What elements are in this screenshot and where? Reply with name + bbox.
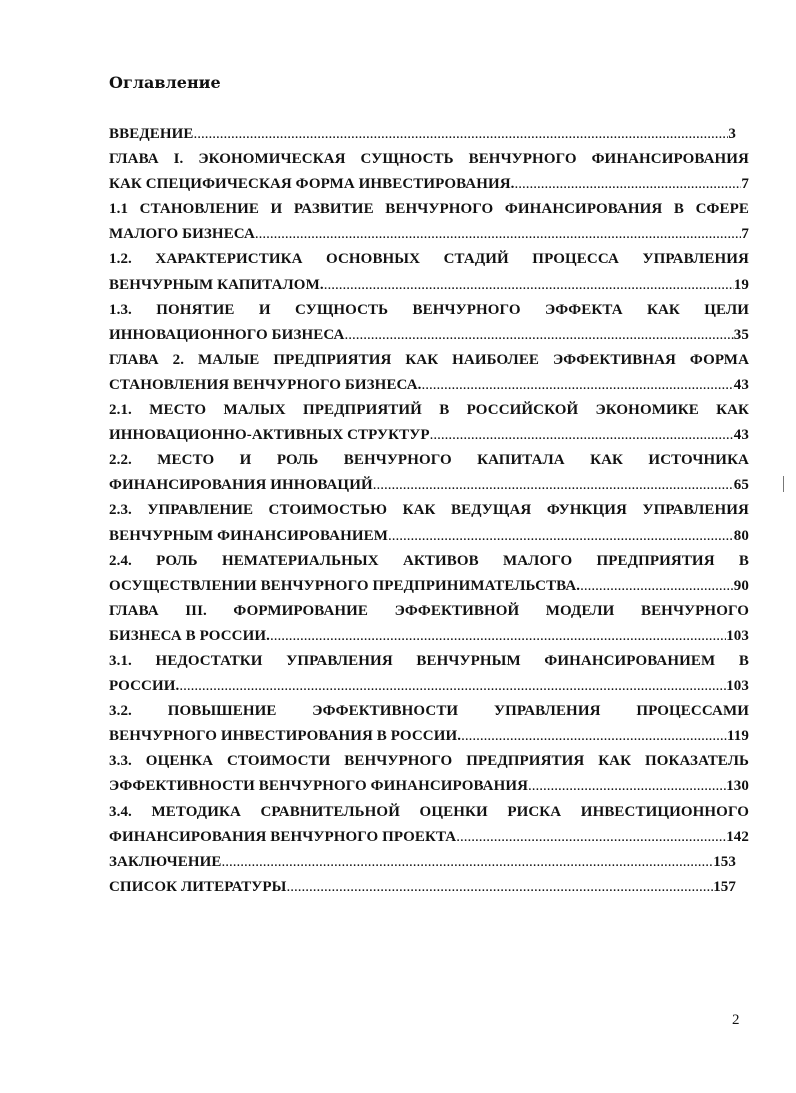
toc-entry-title-line: 1.3. ПОНЯТИЕ И СУЩНОСТЬ ВЕНЧУРНОГО ЭФФЕКТА КАК ЦЕЛИ	[109, 301, 749, 318]
toc-entry-3[interactable]	[109, 247, 749, 297]
toc-entry-title-line: СТАНОВЛЕНИЯ ВЕНЧУРНОГО БИЗНЕСА.	[109, 376, 422, 393]
toc-entry-final-line	[109, 373, 749, 398]
toc-entry-title-line: ВЕНЧУРНЫМ КАПИТАЛОМ.	[109, 276, 324, 293]
toc-entry-0[interactable]	[109, 122, 749, 147]
toc-entry-title-line: 3.2. ПОВЫШЕНИЕ ЭФФЕКТИВНОСТИ УПРАВЛЕНИЯ ПРОЦЕССАМИ	[109, 703, 749, 720]
toc-entry-final-line	[109, 574, 749, 599]
dot-leader	[456, 825, 726, 850]
dot-leader	[580, 574, 734, 599]
toc-entry-title-line: ИННОВАЦИОННО-АКТИВНЫХ СТРУКТУР	[109, 427, 430, 444]
dot-leader	[422, 373, 734, 398]
toc-entry-5[interactable]	[109, 348, 749, 398]
table-of-contents	[109, 122, 749, 900]
toc-entry-12[interactable]	[109, 699, 749, 749]
toc-entry-title-line: ФИНАНСИРОВАНИЯ ИННОВАЦИЙ	[109, 477, 373, 494]
toc-entry-final-line	[109, 473, 749, 498]
toc-entry-title-line: 1.1 СТАНОВЛЕНИЕ И РАЗВИТИЕ ВЕНЧУРНОГО ФИНАНСИРОВАНИЯ В СФЕРЕ	[109, 201, 749, 218]
toc-entry-title-line: КАК СПЕЦИФИЧЕСКАЯ ФОРМА ИНВЕСТИРОВАНИЯ.	[109, 176, 515, 193]
toc-entry-title-line: 2.3. УПРАВЛЕНИЕ СТОИМОСТЬЮ КАК ВЕДУЩАЯ ФУНКЦИЯ УПРАВЛЕНИЯ	[109, 502, 749, 519]
toc-entry-page: 157	[713, 878, 736, 895]
toc-entry-final-line	[109, 122, 749, 147]
dot-leader	[388, 524, 734, 549]
toc-entry-page: 103	[726, 678, 749, 695]
toc-entry-page: 19	[733, 276, 749, 293]
dot-leader	[270, 624, 726, 649]
toc-entry-final-line	[109, 875, 749, 900]
toc-entry-page: 7	[741, 176, 749, 193]
toc-entry-page: 43	[733, 427, 749, 444]
toc-entry-title-line: ВВЕДЕНИЕ	[109, 126, 194, 142]
dot-leader	[287, 875, 714, 900]
toc-entry-title-line: ГЛАВА 2. МАЛЫЕ ПРЕДПРИЯТИЯ КАК НАИБОЛЕЕ ЭФФЕКТИВНАЯ ФОРМА	[109, 351, 749, 368]
toc-entry-4[interactable]	[109, 298, 749, 348]
toc-entry-title-line: 2.2. МЕСТО И РОЛЬ ВЕНЧУРНОГО КАПИТАЛА КАК ИСТОЧНИКА	[109, 452, 749, 469]
toc-entry-final-line	[109, 423, 749, 448]
toc-entry-title-line: ГЛАВА I. ЭКОНОМИЧЕСКАЯ СУЩНОСТЬ ВЕНЧУРНОГО ФИНАНСИРОВАНИЯ	[109, 151, 749, 168]
toc-entry-6[interactable]	[109, 398, 749, 448]
toc-entry-final-line	[109, 323, 749, 348]
toc-entry-title-line: ИННОВАЦИОННОГО БИЗНЕСА	[109, 326, 345, 343]
toc-entry-2[interactable]	[109, 197, 749, 247]
toc-entry-final-line	[109, 172, 749, 197]
toc-entry-page: 103	[726, 627, 749, 644]
toc-entry-final-line	[109, 825, 749, 850]
toc-entry-title-line: 1.2. ХАРАКТЕРИСТИКА ОСНОВНЫХ СТАДИЙ ПРОЦЕССА УПРАВЛЕНИЯ	[109, 251, 749, 268]
toc-entry-title-line: 3.1. НЕДОСТАТКИ УПРАВЛЕНИЯ ВЕНЧУРНЫМ ФИНАНСИРОВАНИЕМ В	[109, 652, 749, 669]
toc-entry-1[interactable]	[109, 147, 749, 197]
toc-entry-title-line: ЭФФЕКТИВНОСТИ ВЕНЧУРНОГО ФИНАНСИРОВАНИЯ	[109, 778, 529, 795]
toc-entry-page: 65	[733, 477, 749, 494]
toc-entry-7[interactable]	[109, 448, 749, 498]
toc-entry-page: 130	[726, 778, 749, 795]
toc-entry-16[interactable]	[109, 875, 749, 900]
toc-entry-10[interactable]	[109, 599, 749, 649]
dot-leader	[461, 724, 727, 749]
toc-entry-title-line: 3.3. ОЦЕНКА СТОИМОСТИ ВЕНЧУРНОГО ПРЕДПРИЯТИЯ КАК ПОКАЗАТЕЛЬ	[109, 753, 749, 770]
toc-entry-title-line: ЗАКЛЮЧЕНИЕ	[109, 853, 222, 870]
toc-entry-title-line: СПИСОК ЛИТЕРАТУРЫ	[109, 878, 287, 895]
toc-entry-title-line: БИЗНЕСА В РОССИИ.	[109, 627, 270, 644]
toc-entry-page: 3	[728, 126, 736, 142]
toc-entry-title-line: 3.4. МЕТОДИКА СРАВНИТЕЛЬНОЙ ОЦЕНКИ РИСКА ИНВЕСТИЦИОННОГО	[109, 803, 749, 820]
toc-heading: Оглавление	[109, 73, 221, 92]
dot-leader	[430, 423, 734, 448]
page-number: 2	[732, 1012, 740, 1028]
toc-entry-final-line	[109, 724, 749, 749]
toc-entry-title-line: ВЕНЧУРНЫМ ФИНАНСИРОВАНИЕМ	[109, 527, 389, 544]
toc-entry-page: 142	[726, 828, 749, 845]
toc-entry-11[interactable]	[109, 649, 749, 699]
dot-leader	[344, 323, 733, 348]
toc-entry-final-line	[109, 674, 749, 699]
toc-entry-page: 90	[733, 577, 749, 594]
dot-leader	[515, 172, 742, 197]
toc-entry-page: 80	[733, 527, 749, 544]
toc-entry-title-line: ФИНАНСИРОВАНИЯ ВЕНЧУРНОГО ПРОЕКТА	[109, 828, 457, 845]
toc-entry-15[interactable]	[109, 850, 749, 875]
toc-entry-final-line	[109, 774, 749, 799]
toc-entry-14[interactable]	[109, 800, 749, 850]
toc-entry-page: 153	[713, 853, 736, 870]
toc-entry-title-line: ОСУЩЕСТВЛЕНИИ ВЕНЧУРНОГО ПРЕДПРИНИМАТЕЛЬСТВА.	[109, 577, 581, 594]
toc-entry-page: 35	[733, 326, 749, 343]
toc-entry-final-line	[109, 222, 749, 247]
toc-entry-final-line	[109, 850, 749, 875]
toc-entry-8[interactable]	[109, 498, 749, 548]
margin-mark	[783, 476, 784, 492]
toc-entry-title-line: ГЛАВА III. ФОРМИРОВАНИЕ ЭФФЕКТИВНОЙ МОДЕЛИ ВЕНЧУРНОГО	[109, 602, 749, 619]
toc-entry-title-line: МАЛОГО БИЗНЕСА	[109, 226, 255, 243]
toc-entry-title-line: 2.1. МЕСТО МАЛЫХ ПРЕДПРИЯТИЙ В РОССИЙСКОЙ ЭКОНОМИКЕ КАК	[109, 402, 749, 419]
toc-entry-page: 119	[727, 728, 749, 745]
dot-leader	[179, 674, 726, 699]
toc-entry-title-line: 2.4. РОЛЬ НЕМАТЕРИАЛЬНЫХ АКТИВОВ МАЛОГО ПРЕДПРИЯТИЯ В	[109, 552, 749, 569]
dot-leader	[373, 473, 734, 498]
toc-entry-title-line: РОССИИ.	[109, 678, 180, 695]
toc-entry-final-line	[109, 524, 749, 549]
toc-entry-page: 7	[741, 226, 749, 243]
toc-entry-page: 43	[733, 376, 749, 393]
toc-entry-title-line: ВЕНЧУРНОГО ИНВЕСТИРОВАНИЯ В РОССИИ.	[109, 728, 462, 745]
dot-leader	[324, 273, 734, 298]
toc-entry-9[interactable]	[109, 549, 749, 599]
dot-leader	[255, 222, 741, 247]
toc-entry-final-line	[109, 273, 749, 298]
dot-leader	[221, 850, 713, 875]
dot-leader	[528, 774, 726, 799]
toc-entry-final-line	[109, 624, 749, 649]
dot-leader	[193, 122, 728, 147]
toc-entry-13[interactable]	[109, 749, 749, 799]
